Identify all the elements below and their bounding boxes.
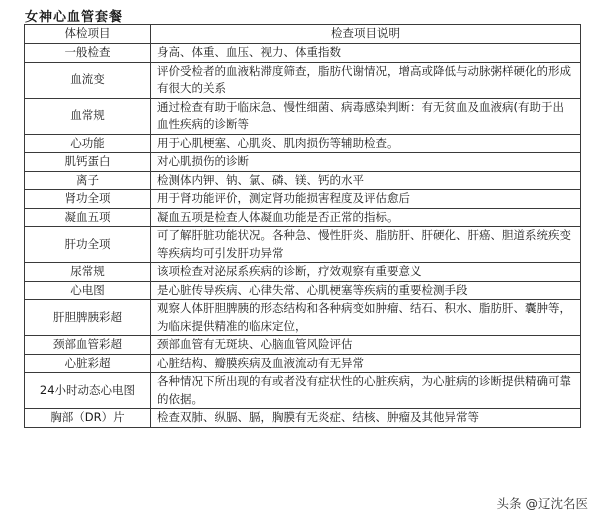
checkup-item-name: 血流变 xyxy=(25,62,151,98)
checkup-item-description: 检查双肺、纵膈、膈，胸膜有无炎症、结核、肿瘤及其他异常等 xyxy=(151,409,581,428)
checkup-item-name: 胸部（DR）片 xyxy=(25,409,151,428)
table-row xyxy=(25,134,581,153)
checkup-item-name: 一般检查 xyxy=(25,44,151,63)
table-header-row xyxy=(25,25,581,44)
table-row xyxy=(25,153,581,172)
checkup-item-description: 评价受检者的血液粘滞度筛查，脂肪代谢情况，增高或降低与动脉粥样硬化的形成有很大的关系 xyxy=(151,62,581,98)
checkup-item-description: 该项检查对泌尿系疾病的诊断，疗效观察有重要意义 xyxy=(151,263,581,282)
table-row xyxy=(25,281,581,300)
table-row xyxy=(25,300,581,336)
checkup-item-description: 对心肌损伤的诊断 xyxy=(151,153,581,172)
checkup-item-name: 凝血五项 xyxy=(25,208,151,227)
checkup-item-name: 肌钙蛋白 xyxy=(25,153,151,172)
page-title: 女神心血管套餐 xyxy=(25,10,124,25)
checkup-item-name: 血常规 xyxy=(25,98,151,134)
table-row xyxy=(25,62,581,98)
checkup-item-description: 用于心肌梗塞、心肌炎、肌肉损伤等辅助检查。 xyxy=(151,134,581,153)
table-row xyxy=(25,373,581,409)
checkup-item-description: 颈部血管有无斑块、心脑血管风险评估 xyxy=(151,336,581,355)
column-header-item: 体检项目 xyxy=(25,25,151,44)
table-row xyxy=(25,409,581,428)
table-row xyxy=(25,227,581,263)
checkup-item-description: 凝血五项是检查人体凝血功能是否正常的指标。 xyxy=(151,208,581,227)
watermark: 头条 @辽沈名医 xyxy=(496,496,588,511)
table-row xyxy=(25,208,581,227)
checkup-item-name: 24小时动态心电图 xyxy=(25,373,151,409)
checkup-item-description: 各种情况下所出现的有或者没有症状性的心脏疾病，为心脏病的诊断提供精确可靠的依据。 xyxy=(151,373,581,409)
checkup-item-name: 离子 xyxy=(25,171,151,190)
checkup-item-name: 心脏彩超 xyxy=(25,354,151,373)
checkup-item-description: 心脏结构、瓣膜疾病及血液流动有无异常 xyxy=(151,354,581,373)
checkup-item-description: 检测体内钾、钠、氯、磷、镁、钙的水平 xyxy=(151,171,581,190)
checkup-table xyxy=(24,24,581,428)
checkup-item-description: 是心脏传导疾病、心律失常、心肌梗塞等疾病的重要检测手段 xyxy=(151,281,581,300)
checkup-item-name: 心电图 xyxy=(25,281,151,300)
table-row xyxy=(25,44,581,63)
checkup-item-description: 身高、体重、血压、视力、体重指数 xyxy=(151,44,581,63)
checkup-item-description: 观察人体肝胆脾胰的形态结构和各种病变如肿瘤、结石、积水、脂肪肝、囊肿等，为临床提供精准的临床定位， xyxy=(151,300,581,336)
table-row xyxy=(25,98,581,134)
table-row xyxy=(25,263,581,282)
checkup-item-name: 肾功全项 xyxy=(25,190,151,209)
table-row xyxy=(25,354,581,373)
checkup-item-description: 可了解肝脏功能状况。各种急、慢性肝炎、脂肪肝、肝硬化、肝癌、胆道系统疾变等疾病均可引发肝功异常 xyxy=(151,227,581,263)
checkup-item-description: 用于肾功能评价，测定肾功能损害程度及评估愈后 xyxy=(151,190,581,209)
table-row xyxy=(25,190,581,209)
checkup-item-description: 通过检查有助于临床急、慢性细菌、病毒感染判断：有无贫血及血液病(有助于出血性疾病的诊断等 xyxy=(151,98,581,134)
table-row xyxy=(25,171,581,190)
checkup-item-name: 肝功全项 xyxy=(25,227,151,263)
column-header-desc: 检查项目说明 xyxy=(151,25,581,44)
checkup-item-name: 肝胆脾胰彩超 xyxy=(25,300,151,336)
checkup-item-name: 颈部血管彩超 xyxy=(25,336,151,355)
checkup-item-name: 尿常规 xyxy=(25,263,151,282)
checkup-item-name: 心功能 xyxy=(25,134,151,153)
table-row xyxy=(25,336,581,355)
